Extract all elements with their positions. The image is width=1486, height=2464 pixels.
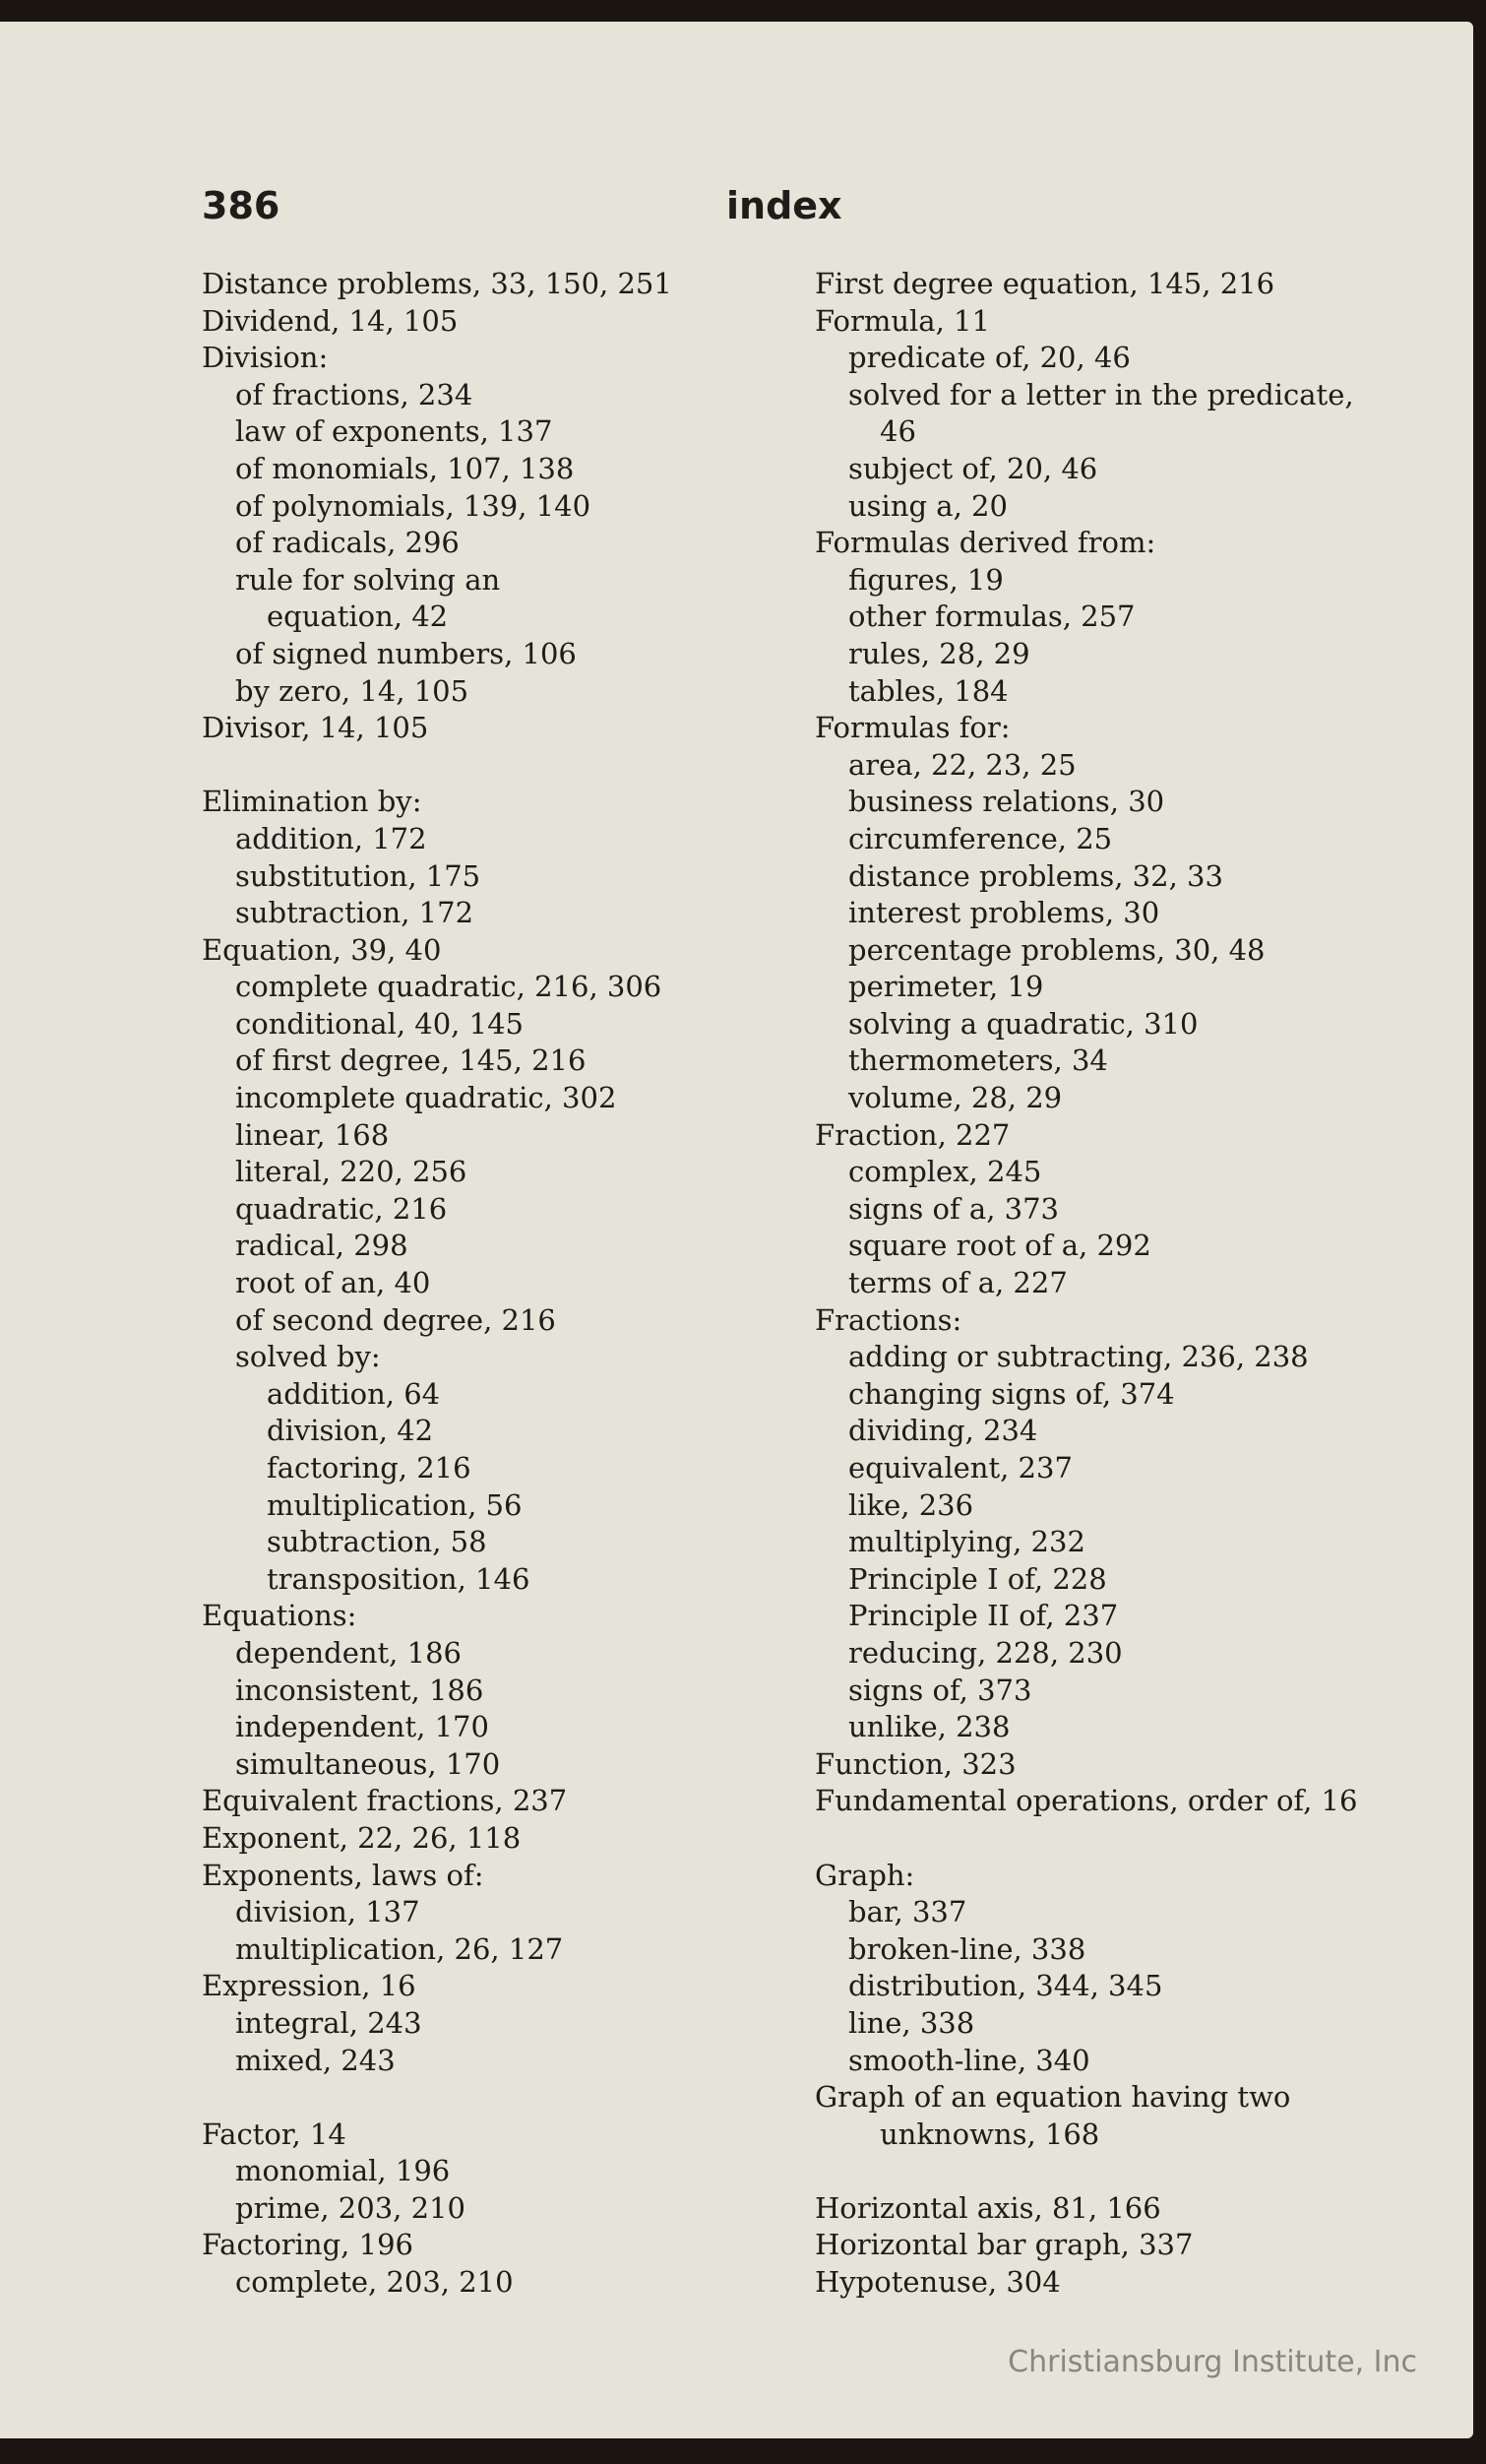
index-subentry: addition, 172: [235, 821, 427, 855]
watermark: Christiansburg Institute, Inc: [1008, 2345, 1417, 2379]
index-subentry: multiplication, 56: [267, 1487, 523, 1522]
index-subentry: dividing, 234: [848, 1414, 1038, 1448]
index-entry: Formulas derived from:: [815, 526, 1156, 560]
index-entry: Fundamental operations, order of, 16: [815, 1784, 1358, 1818]
index-subentry: of monomials, 107, 138: [235, 451, 575, 485]
index-subentry: substitution, 175: [235, 858, 481, 893]
index-subentry: division, 137: [235, 1895, 420, 1929]
index-subentry: rule for solving an: [235, 562, 501, 597]
index-subentry: transposition, 146: [267, 1561, 530, 1596]
index-subentry: distance problems, 32, 33: [848, 858, 1223, 893]
index-subentry: distribution, 344, 345: [848, 1969, 1163, 2003]
index-subentry: equation, 42: [267, 600, 449, 634]
index-entry: Divisor, 14, 105: [202, 711, 429, 745]
index-entry: Factoring, 196: [202, 2228, 413, 2262]
index-subentry: tables, 184: [848, 673, 1009, 708]
index-subentry: of first degree, 145, 216: [235, 1043, 587, 1078]
index-subentry: linear, 168: [235, 1117, 390, 1152]
index-subentry: business relations, 30: [848, 785, 1165, 819]
index-subentry: line, 338: [848, 2005, 975, 2040]
page-title: index: [726, 184, 842, 227]
index-subentry: division, 42: [267, 1414, 434, 1448]
index-subentry: thermometers, 34: [848, 1043, 1108, 1078]
index-entry: Horizontal axis, 81, 166: [815, 2190, 1161, 2225]
index-entry: Equivalent fractions, 237: [202, 1784, 568, 1818]
index-subentry: prime, 203, 210: [235, 2190, 465, 2225]
index-subentry: adding or subtracting, 236, 238: [848, 1340, 1309, 1374]
index-subentry: incomplete quadratic, 302: [235, 1081, 617, 1115]
index-entry: Graph:: [815, 1858, 915, 1892]
index-subentry: of polynomials, 139, 140: [235, 488, 591, 523]
entry-gap: [815, 2153, 1445, 2190]
index-entry: Equation, 39, 40: [202, 932, 442, 967]
index-subentry: 46: [880, 414, 916, 449]
index-subentry: dependent, 186: [235, 1635, 462, 1670]
index-entry: Expression, 16: [202, 1969, 416, 2003]
index-entry: Formula, 11: [815, 303, 990, 338]
index-subentry: other formulas, 257: [848, 600, 1136, 634]
entry-gap: [815, 1820, 1445, 1858]
index-subentry: percentage problems, 30, 48: [848, 932, 1266, 967]
index-subentry: multiplying, 232: [848, 1525, 1085, 1559]
index-subentry: predicate of, 20, 46: [848, 341, 1131, 375]
index-subentry: unknowns, 168: [880, 2117, 1100, 2151]
index-subentry: Principle I of, 228: [848, 1561, 1107, 1596]
index-subentry: solved for a letter in the predicate,: [848, 377, 1354, 411]
index-column-left: [202, 266, 753, 2302]
index-subentry: interest problems, 30: [848, 896, 1160, 930]
index-subentry: integral, 243: [235, 2005, 422, 2040]
index-subentry: broken-line, 338: [848, 1931, 1086, 1966]
index-subentry: like, 236: [848, 1487, 974, 1522]
index-subentry: signs of, 373: [848, 1673, 1032, 1707]
index-entry: Distance problems, 33, 150, 251: [202, 267, 672, 300]
index-subentry: factoring, 216: [267, 1451, 471, 1485]
index-subentry: independent, 170: [235, 1710, 489, 1744]
index-subentry: reducing, 228, 230: [848, 1635, 1123, 1670]
index-subentry: using a, 20: [848, 488, 1008, 523]
index-entry: Horizontal bar graph, 337: [815, 2228, 1194, 2262]
index-subentry: Principle II of, 237: [848, 1599, 1119, 1633]
index-entry: Graph of an equation having two: [815, 2080, 1291, 2115]
index-subentry: volume, 28, 29: [848, 1081, 1063, 1115]
index-subentry: multiplication, 26, 127: [235, 1931, 564, 1966]
index-subentry: subtraction, 172: [235, 896, 474, 930]
index-entry: Exponents, laws of:: [202, 1858, 484, 1892]
index-subentry: simultaneous, 170: [235, 1746, 501, 1781]
index-entry: Elimination by:: [202, 785, 422, 819]
index-subentry: changing signs of, 374: [848, 1376, 1175, 1411]
index-subentry: monomial, 196: [235, 2154, 451, 2188]
index-subentry: conditional, 40, 145: [235, 1006, 524, 1041]
index-subentry: by zero, 14, 105: [235, 673, 469, 708]
index-subentry: subtraction, 58: [267, 1525, 487, 1559]
index-subentry: smooth-line, 340: [848, 2043, 1090, 2077]
index-column-right: [815, 266, 1445, 2302]
index-subentry: radical, 298: [235, 1229, 408, 1263]
entry-gap: [202, 747, 753, 785]
index-subentry: complete quadratic, 216, 306: [235, 970, 662, 1004]
book-page: [0, 22, 1473, 2438]
index-entry: Exponent, 22, 26, 118: [202, 1820, 522, 1855]
entry-gap: [202, 2079, 753, 2117]
index-subentry: solving a quadratic, 310: [848, 1006, 1199, 1041]
index-subentry: of signed numbers, 106: [235, 636, 577, 670]
index-subentry: addition, 64: [267, 1376, 441, 1411]
index-subentry: root of an, 40: [235, 1266, 431, 1300]
index-subentry: rules, 28, 29: [848, 636, 1030, 670]
index-subentry: figures, 19: [848, 562, 1004, 597]
page-number: 386: [202, 184, 280, 227]
index-subentry: literal, 220, 256: [235, 1155, 467, 1189]
index-subentry: perimeter, 19: [848, 970, 1044, 1004]
index-subentry: subject of, 20, 46: [848, 451, 1098, 485]
index-subentry: solved by:: [235, 1340, 381, 1374]
index-subentry: complex, 245: [848, 1155, 1042, 1189]
index-entry: Factor, 14: [202, 2117, 346, 2151]
index-subentry: bar, 337: [848, 1895, 967, 1929]
index-subentry: complete, 203, 210: [235, 2265, 514, 2300]
index-subentry: inconsistent, 186: [235, 1673, 484, 1707]
index-subentry: quadratic, 216: [235, 1191, 448, 1226]
index-entry: Hypotenuse, 304: [815, 2265, 1061, 2300]
index-subentry: area, 22, 23, 25: [848, 747, 1077, 782]
index-entry: Function, 323: [815, 1746, 1017, 1781]
index-entry: Formulas for:: [815, 711, 1011, 745]
index-entry: Dividend, 14, 105: [202, 303, 459, 338]
index-entry: Equations:: [202, 1599, 357, 1633]
index-entry: Fraction, 227: [815, 1117, 1011, 1152]
index-subentry: of fractions, 234: [235, 377, 473, 411]
index-subentry: equivalent, 237: [848, 1451, 1073, 1485]
index-entry: Fractions:: [815, 1302, 962, 1337]
index-entry: First degree equation, 145, 216: [815, 267, 1275, 300]
index-subentry: square root of a, 292: [848, 1229, 1151, 1263]
index-subentry: of radicals, 296: [235, 526, 460, 560]
index-subentry: unlike, 238: [848, 1710, 1011, 1744]
index-subentry: signs of a, 373: [848, 1191, 1059, 1226]
index-subentry: circumference, 25: [848, 821, 1113, 855]
index-subentry: law of exponents, 137: [235, 414, 553, 449]
index-subentry: terms of a, 227: [848, 1266, 1068, 1300]
index-entry: Division:: [202, 341, 329, 375]
index-subentry: of second degree, 216: [235, 1302, 556, 1337]
index-subentry: mixed, 243: [235, 2043, 396, 2077]
